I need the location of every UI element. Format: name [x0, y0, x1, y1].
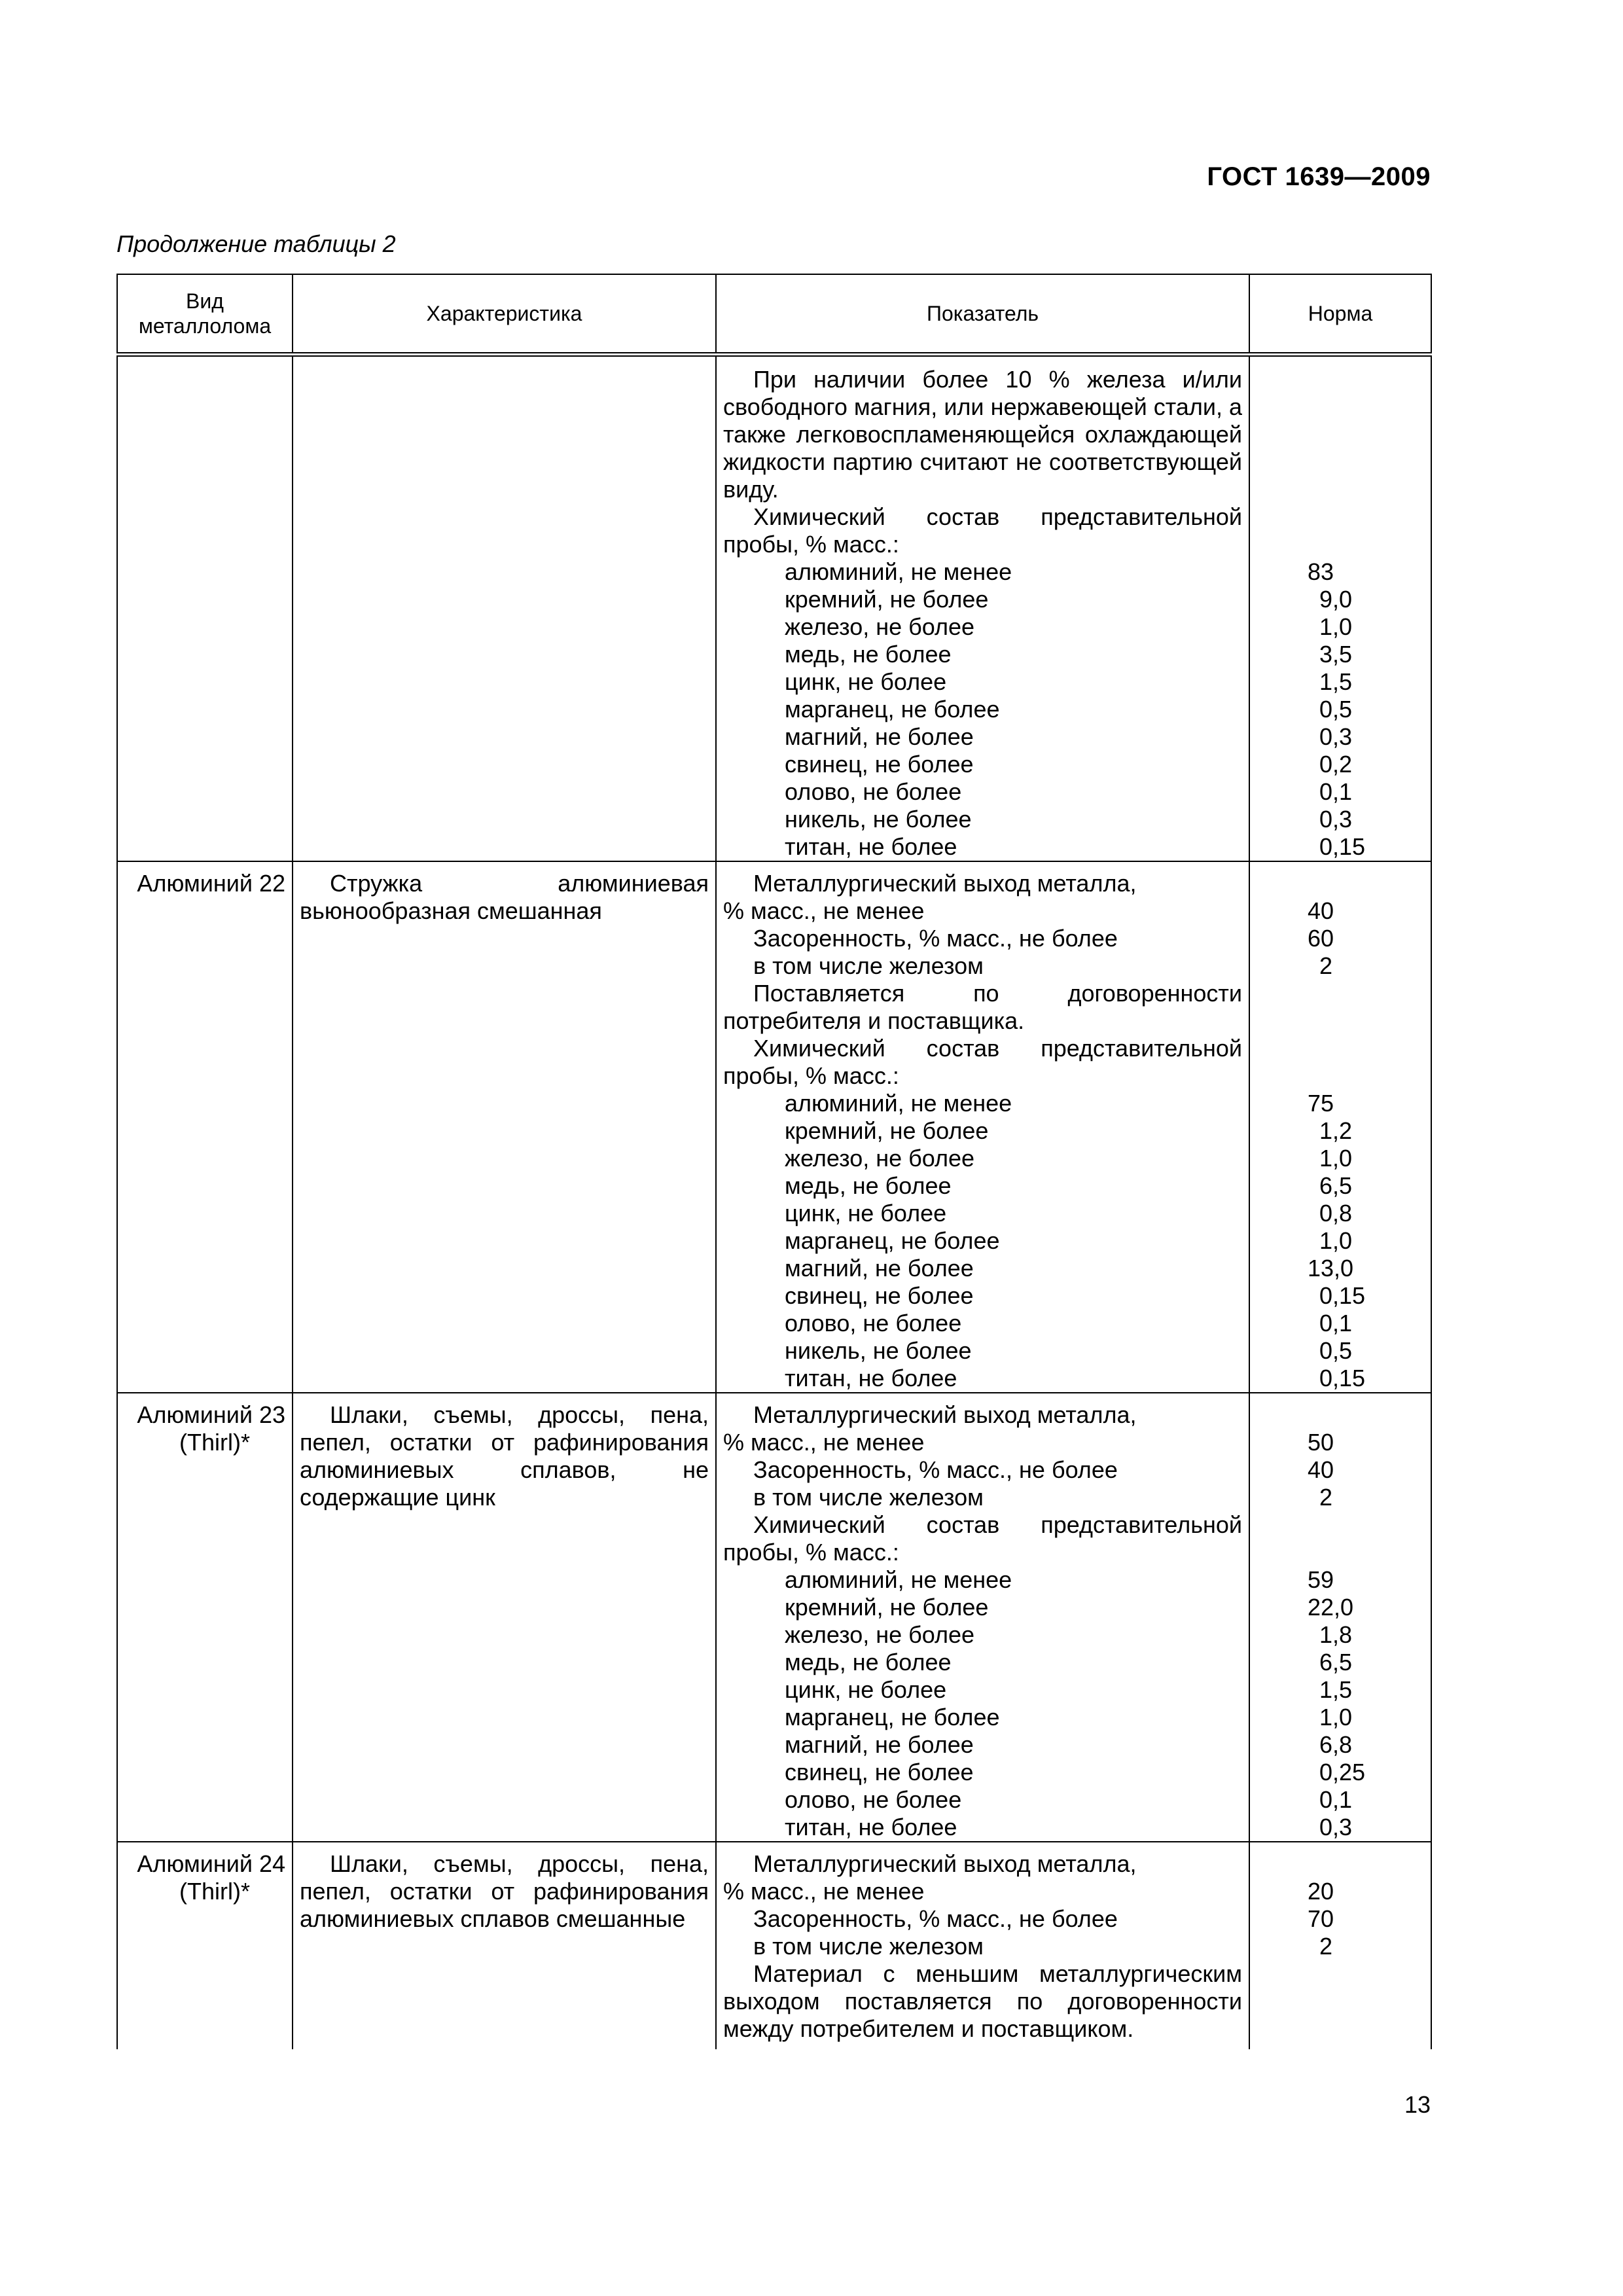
element-name: магний, не более [785, 1731, 974, 1758]
element-name: магний, не более [785, 1255, 974, 1282]
norm-value: 6,8 [1319, 1731, 1353, 1758]
norm-value: 0,3 [1319, 723, 1353, 750]
indicator-text: % масс., не менее [723, 1878, 925, 1905]
indicator-text: Материал с меньшим металлургическим выходом поставляется по договоренности между потребителем и поставщиком. [723, 1960, 1242, 2042]
element-name: титан, не более [785, 1365, 957, 1391]
element-name: кремний, не более [785, 586, 989, 613]
table-row [117, 355, 1431, 862]
element-name: железо, не более [785, 1145, 975, 1172]
element-name: титан, не более [785, 833, 957, 860]
element-name: свинец, не более [785, 751, 974, 778]
indicator-text: Засоренность, % масс., не более [753, 1905, 1118, 1932]
norm-value: 0,15 [1319, 1365, 1366, 1391]
norm-value: 0,1 [1319, 778, 1353, 805]
indicator-text: Химический состав представительной пробы, % масс.: [723, 503, 1242, 558]
indicator-text: % масс., не менее [723, 897, 925, 924]
element-name: медь, не более [785, 1649, 952, 1676]
norm-cell [1249, 1393, 1431, 1842]
element-name: никель, не более [785, 1337, 972, 1364]
norm-value: 1,0 [1319, 1227, 1353, 1254]
norm-value: 0,15 [1319, 833, 1366, 860]
standard-code: ГОСТ 1639—2009 [1207, 162, 1431, 191]
norm-value: 3,5 [1319, 641, 1353, 668]
norm-value: 1,5 [1319, 1676, 1353, 1703]
page-number: 13 [1404, 2091, 1431, 2118]
indicator-text: Металлургический выход металла, [753, 1850, 1137, 1877]
indicator-cell [716, 1393, 1249, 1842]
norm-value: 0,3 [1319, 1814, 1353, 1840]
norm-value: 9,0 [1319, 586, 1353, 613]
element-name: марганец, не более [785, 1227, 1000, 1254]
norm-value: 1,5 [1319, 668, 1353, 695]
indicator-cell [716, 355, 1249, 862]
norm-value: 1,2 [1319, 1117, 1353, 1144]
element-name: олово, не более [785, 1786, 962, 1813]
norm-value: 40 [1308, 1456, 1334, 1483]
norm-value: 60 [1308, 925, 1334, 952]
element-name: железо, не более [785, 613, 975, 640]
column-header-kind: Вид металлолома [117, 274, 293, 355]
norm-value: 70 [1308, 1905, 1334, 1932]
norm-value: 75 [1308, 1090, 1334, 1117]
element-name: кремний, не более [785, 1594, 989, 1621]
element-name: цинк, не более [785, 1676, 947, 1703]
characteristic-cell: Стружка алюминиевая вьюнообразная смешанная [293, 861, 716, 1393]
element-name: алюминий, не менее [785, 1090, 1012, 1117]
element-name: титан, не более [785, 1814, 957, 1840]
column-header-norm: Норма [1249, 274, 1431, 355]
norm-value: 6,5 [1319, 1649, 1353, 1676]
element-name: медь, не более [785, 1172, 952, 1199]
table-row [117, 1842, 1431, 2049]
norm-value: 2 [1319, 952, 1333, 979]
norm-value: 1,8 [1319, 1621, 1353, 1648]
norm-value: 1,0 [1319, 1145, 1353, 1172]
element-name: алюминий, не менее [785, 1566, 1012, 1593]
table-row [117, 1393, 1431, 1842]
kind-alias: (Thirl)* [179, 1878, 250, 1905]
norm-value: 6,5 [1319, 1172, 1353, 1199]
column-header-indicator: Показатель [716, 274, 1249, 355]
element-name: кремний, не более [785, 1117, 989, 1144]
kind-alias: (Thirl)* [179, 1429, 250, 1456]
table-header-row [117, 274, 1431, 355]
indicator-text: Засоренность, % масс., не более [753, 1456, 1118, 1483]
norm-value: 0,8 [1319, 1200, 1353, 1227]
norm-value: 0,1 [1319, 1786, 1353, 1813]
kind-cell: Алюминий 22 [117, 861, 293, 1393]
element-name: свинец, не более [785, 1282, 974, 1309]
indicator-text: Поставляется по договоренности потребителя и поставщика. [723, 980, 1242, 1034]
norm-value: 0,5 [1319, 696, 1353, 723]
characteristic-cell: Шлаки, съемы, дроссы, пена, пепел, остатки от рафинирования алюминиевых сплавов смешанные [293, 1842, 716, 2049]
element-name: медь, не более [785, 641, 952, 668]
indicator-text: Химический состав представительной пробы, % масс.: [723, 1035, 1242, 1089]
indicator-cell [716, 1842, 1249, 2049]
characteristic-cell: Шлаки, съемы, дроссы, пена, пепел, остатки от рафинирования алюминиевых сплавов, не содержащие цинк [293, 1393, 716, 1842]
indicator-text: Металлургический выход металла, [753, 870, 1137, 897]
norm-cell [1249, 355, 1431, 862]
norm-value: 0,5 [1319, 1337, 1353, 1364]
norm-cell [1249, 861, 1431, 1393]
indicator-text: в том числе железом [753, 1484, 984, 1511]
element-name: магний, не более [785, 723, 974, 750]
element-name: алюминий, не менее [785, 558, 1012, 585]
indicator-text: Засоренность, % масс., не более [753, 925, 1118, 952]
norm-value: 0,15 [1319, 1282, 1366, 1309]
indicator-text: Металлургический выход металла, [753, 1401, 1137, 1428]
element-name: олово, не более [785, 1310, 962, 1336]
norm-value: 0,25 [1319, 1759, 1366, 1785]
norm-value: 59 [1308, 1566, 1334, 1593]
norm-value: 40 [1308, 897, 1334, 924]
norm-value: 2 [1319, 1933, 1333, 1960]
indicator-text: Химический состав представительной пробы, % масс.: [723, 1511, 1242, 1566]
scrap-specification-table [116, 274, 1432, 2049]
norm-value: 13,0 [1308, 1255, 1354, 1282]
indicator-text: в том числе железом [753, 1933, 984, 1960]
kind-cell [117, 1842, 293, 2049]
element-name: цинк, не более [785, 1200, 947, 1227]
element-name: цинк, не более [785, 668, 947, 695]
element-name: марганец, не более [785, 696, 1000, 723]
norm-value: 22,0 [1308, 1594, 1354, 1621]
norm-value: 0,3 [1319, 806, 1353, 833]
norm-value: 1,0 [1319, 1704, 1353, 1731]
indicator-text: % масс., не менее [723, 1429, 925, 1456]
kind-name: Алюминий 23 [137, 1401, 285, 1428]
indicator-text: При наличии более 10 % железа и/или свободного магния, или нержавеющей стали, а также легковоспламеняющейся охлаждающей жидкости партию считают не соответствующей виду. [723, 366, 1242, 503]
kind-cell [117, 355, 293, 862]
table-caption: Продолжение таблицы 2 [116, 230, 396, 257]
characteristic-cell [293, 355, 716, 862]
element-name: свинец, не более [785, 1759, 974, 1785]
element-name: никель, не более [785, 806, 972, 833]
element-name: олово, не более [785, 778, 962, 805]
indicator-text: в том числе железом [753, 952, 984, 979]
norm-value: 1,0 [1319, 613, 1353, 640]
norm-value: 2 [1319, 1484, 1333, 1511]
norm-value: 0,2 [1319, 751, 1353, 778]
norm-cell [1249, 1842, 1431, 2049]
indicator-cell [716, 861, 1249, 1393]
kind-cell [117, 1393, 293, 1842]
norm-value: 50 [1308, 1429, 1334, 1456]
norm-value: 83 [1308, 558, 1334, 585]
element-name: марганец, не более [785, 1704, 1000, 1731]
kind-name: Алюминий 24 [137, 1850, 285, 1877]
norm-value: 0,1 [1319, 1310, 1353, 1336]
norm-value: 20 [1308, 1878, 1334, 1905]
element-name: железо, не более [785, 1621, 975, 1648]
table-row [117, 861, 1431, 1393]
column-header-characteristic: Характеристика [293, 274, 716, 355]
